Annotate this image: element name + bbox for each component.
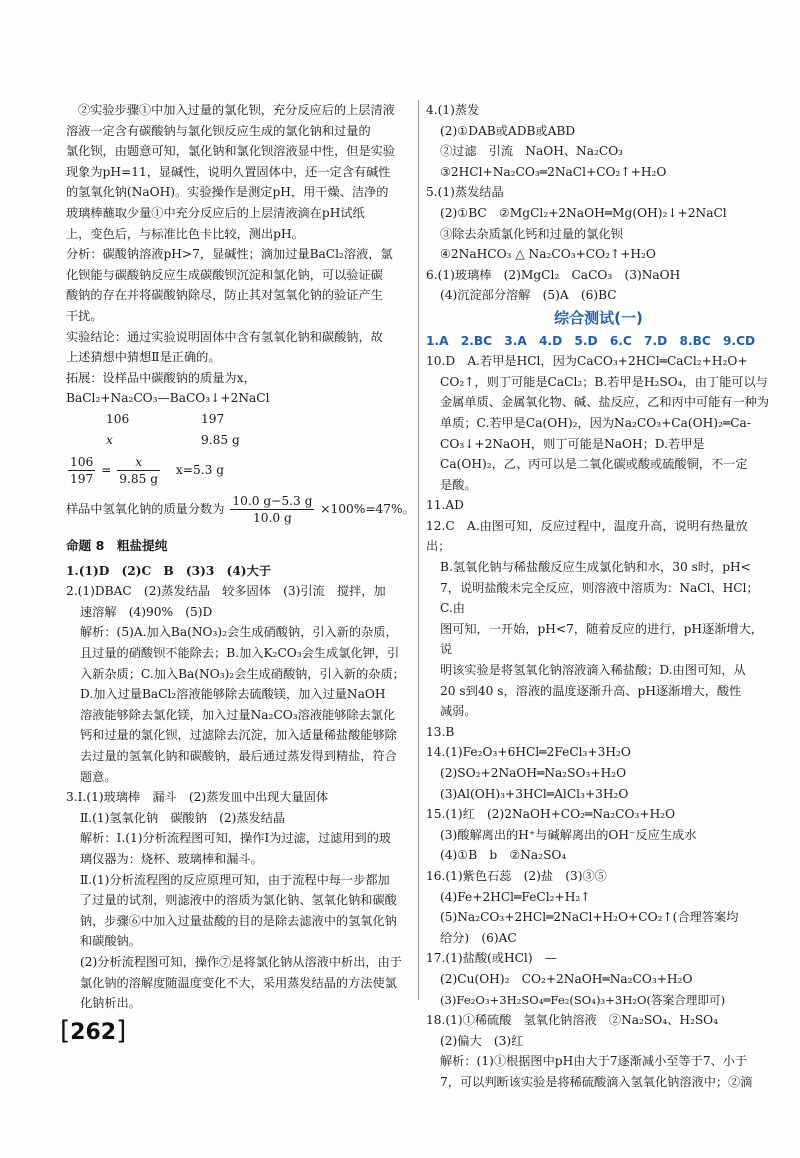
- text-line: D.加入过量BaCl₂溶液能够除去硫酸镁，加入过量NaOH: [80, 687, 386, 702]
- text-line: (4)Fe+2HCl═FeCl₂+H₂↑: [440, 889, 591, 904]
- text-line: 7，可以判断该实验是将稀硫酸滴入氢氧化钠溶液中；②滴: [440, 1074, 753, 1089]
- text-line: 钙和过量的氯化钡，过滤除去沉淀，加入适量稀盐酸能够除: [80, 728, 397, 743]
- numerator: 10.0 g−5.3 g: [232, 494, 313, 509]
- text-line: ③2HCl+Na₂CO₃═2NaCl+CO₂↑+H₂O: [440, 164, 667, 179]
- text-line: (3)酸解离出的H⁺与碱解离出的OH⁻反应生成水: [440, 827, 697, 842]
- text-line: 现象为pH=11，显碱性，说明久置固体中，还一定含有碱性: [66, 164, 391, 179]
- answer-line: 12.C A.由图可知，反应过程中，温度升高，说明有热量放出；: [426, 518, 748, 554]
- text-line: 题意。: [80, 769, 117, 784]
- mass-suffix: ×100%=47%。: [320, 502, 415, 517]
- text-line: (2)①BC ②MgCl₂+2NaOH═Mg(OH)₂↓+2NaCl: [440, 205, 727, 220]
- mass-fraction-line: [66, 493, 416, 526]
- result: x=5.3 g: [175, 463, 225, 478]
- answer-line: 4.(1)蒸发: [426, 103, 480, 117]
- text-line: 化钠析出。: [80, 996, 141, 1011]
- choice-answers: 1.A 2.BC 3.A 4.D 5.D 6.C 7.D 8.BC 9.CD: [426, 333, 756, 348]
- left-block-a: [66, 100, 416, 409]
- right-column: [426, 100, 771, 1093]
- text-line: ②过滤 引流 NaOH、Na₂CO₃: [440, 144, 624, 159]
- answer-line: 1.(1)D (2)C B (3)3 (4)大于: [66, 563, 271, 578]
- text-line: 减弱。: [440, 704, 477, 719]
- text-line: 上述猜想中猜想Ⅱ是正确的。: [66, 350, 221, 365]
- table-cell: x: [106, 432, 113, 447]
- text-line: 给分) (6)AC: [440, 930, 517, 945]
- table-cell: 9.85 g: [201, 432, 240, 447]
- text-line: ④2NaHCO₃ △ Na₂CO₃+CO₂↑+H₂O: [440, 247, 656, 262]
- text-line: 玻璃棒蘸取少量①中充分反应后的上层清液滴在pH试纸: [66, 205, 365, 220]
- numerator: 106: [70, 455, 94, 470]
- text-line: Ⅱ.(1)分析流程图的反应原理可知，由于流程中每一步都加: [80, 872, 390, 887]
- answer-line: 10.D A.若甲是HCl，因为CaCO₃+2HCl═CaCl₂+H₂O+: [426, 354, 748, 369]
- text-line: (3)Al(OH)₃+3HCl═AlCl₃+3H₂O: [440, 786, 629, 801]
- text-line: 明该实验是将氢氧化钠溶液滴入稀盐酸；D.由图可知，从: [440, 663, 746, 678]
- text-line: 酸钠的存在并将碳酸钠除尽，防止其对氢氧化钠的验证产生: [66, 288, 383, 303]
- text-line: 金属单质、金属氧化物、碱、盐反应，乙和丙中可能有一种为: [440, 395, 770, 410]
- text-line: 氯化钡，由题意可知，氯化钠和氯化钡溶液显中性，但是实验: [66, 144, 396, 159]
- answer-line: 2.(1)DBAC (2)蒸发结晶 较多固体 (3)引流 搅拌，加: [66, 584, 386, 599]
- text-line: 钠，步骤⑥中加入过量盐酸的目的是除去滤液中的氢氧化钠: [80, 913, 397, 928]
- column-divider: [418, 100, 419, 1000]
- answer-line: 6.(1)玻璃棒 (2)MgCl₂ CaCO₃ (3)NaOH: [426, 267, 681, 282]
- text-line: 溶液能够除去氯化镁，加入过量Na₂CO₃溶液能够除去氯化: [80, 707, 396, 722]
- right-block-b: [426, 351, 771, 1092]
- text-line: Ⅱ.(1)氢氧化钠 碳酸钠 (2)蒸发结晶: [80, 810, 286, 825]
- text-line: ②实验步骤①中加入过量的氯化钡，充分反应后的上层清液: [78, 103, 395, 117]
- text-line: (5)Na₂CO₃+2HCl═2NaCl+H₂O+CO₂↑(合理答案均: [440, 910, 739, 925]
- text-line: 拓展：设样品中碳酸钠的质量为x，: [66, 370, 256, 385]
- text-line: (3)Fe₂O₃+3H₂SO₄═Fe₂(SO₄)₃+3H₂O(答案合理即可): [440, 992, 726, 1007]
- text-line: 了过量的试剂，则滤液中的溶质为氯化钠、氢氧化钠和碳酸: [80, 893, 397, 908]
- text-line: 干扰。: [66, 308, 103, 323]
- answer-line: 14.(1)Fe₂O₃+6HCl═2FeCl₃+3H₂O: [426, 745, 631, 760]
- numerator: x: [117, 454, 160, 471]
- fraction: [230, 493, 314, 526]
- text-line: (2)分析流程图可知，操作⑦是将氯化钠从溶液中析出，由于: [80, 954, 402, 969]
- denominator: 9.85 g: [119, 472, 159, 487]
- table-cell: 197: [201, 411, 225, 426]
- mass-table-row: [66, 409, 416, 430]
- page-number-text: 262: [70, 1020, 117, 1045]
- text-line: 的氢氧化钠(NaOH)。实验操作是测定pH，用干燥、洁净的: [66, 185, 389, 200]
- answer-line: 11.AD: [426, 498, 464, 513]
- text-line: 上，变色后，与标准比色卡比较，测出pH。: [66, 226, 304, 241]
- answer-line: 13.B: [426, 724, 455, 739]
- text-line: 解析：(5)A.加入Ba(NO₃)₂会生成硝酸钠，引入新的杂质，: [80, 625, 398, 640]
- text-line: 且过量的硝酸钡不能除去；B.加入K₂CO₃会生成氯化钾，引: [80, 646, 400, 661]
- denominator: 197: [70, 472, 94, 487]
- table-cell: 106: [106, 411, 130, 426]
- text-line: (2)偏大 (3)红: [440, 1033, 524, 1048]
- answer-line: 18.(1)①稀硫酸 氢氧化钠溶液 ②Na₂SO₄、H₂SO₄: [426, 1013, 719, 1028]
- test-title: 综合测试(一): [554, 308, 643, 327]
- page-number-bracket-icon: ]: [116, 1016, 127, 1046]
- text-line: (2)①DAB或ADB或ABD: [440, 123, 576, 138]
- text-line: BaCl₂+Na₂CO₃—BaCO₃↓+2NaCl: [66, 391, 270, 406]
- text-line: 实验结论：通过实验说明固体中含有氢氧化钠和碳酸钠，故: [66, 329, 383, 344]
- answer-line: 15.(1)红 (2)2NaOH+CO₂═Na₂CO₃+H₂O: [426, 807, 676, 822]
- text-line: 分析：碳酸钠溶液pH>7，显碱性；滴加过量BaCl₂溶液，氯: [66, 247, 393, 262]
- text-line: B.氢氧化钠与稀盐酸反应生成氯化钠和水，30 s时，pH<: [440, 560, 751, 575]
- text-line: 溶液一定含有碳酸钠与氯化钡反应生成的氯化钠和过量的: [66, 123, 371, 138]
- text-line: ③除去杂质氯化钙和过量的氯化钡: [440, 226, 623, 241]
- answer-line: 17.(1)盐酸(或HCl) —: [426, 951, 557, 966]
- answer-line: 5.(1)蒸发结晶: [426, 185, 504, 200]
- text-line: (2)Cu(OH)₂ CO₂+2NaOH═Na₂CO₃+H₂O: [440, 971, 693, 986]
- text-line: 去过量的氢氧化钠和碳酸钠，最后通过蒸发得到精盐，符合: [80, 749, 397, 764]
- text-line: 图可知，一开始，pH<7，随着反应的进行，pH逐渐增大，说: [440, 621, 763, 657]
- text-line: (4)沉淀部分溶解 (5)A (6)BC: [440, 288, 617, 303]
- fraction: [68, 454, 95, 487]
- mass-prefix: 样品中氢氧化钠的质量分数为: [66, 502, 225, 517]
- mass-table-row: [66, 430, 416, 451]
- fraction: [117, 454, 160, 487]
- text-line: 氯化钠的溶解度随温度变化不大，采用蒸发结晶的方法使氯: [80, 975, 397, 990]
- right-block-a: [426, 100, 771, 306]
- text-line: 是酸。: [440, 477, 477, 492]
- text-line: Ca(OH)₂，乙、丙可以是二氧化碳或酸或硫酸铜，不一定: [440, 457, 748, 472]
- answer-line: 16.(1)紫色石蕊 (2)盐 (3)③⑤: [426, 868, 607, 883]
- answer-line: 3.Ⅰ.(1)玻璃棒 漏斗 (2)蒸发皿中出现大量固体: [66, 790, 329, 805]
- left-column: [66, 100, 416, 1014]
- text-line: 20 s到40 s，溶液的温度逐渐升高、pH逐渐增大，酸性: [440, 683, 742, 698]
- text-line: (2)SO₂+2NaOH═Na₂SO₃+H₂O: [440, 766, 627, 780]
- text-line: 速溶解 (4)90% (5)D: [80, 604, 213, 619]
- section-title: 命题 8 粗盐提纯: [66, 538, 168, 554]
- equals-sign: =: [101, 463, 112, 478]
- text-line: 入新杂质；C.加入Ba(NO₃)₂会生成硝酸钠，引入新的杂质；: [80, 666, 405, 681]
- text-line: (4)①B b ②Na₂SO₄: [440, 848, 567, 863]
- text-line: CO₃↓+2NaOH，则丁可能是NaOH；D.若甲是: [440, 436, 705, 451]
- left-block-b: [66, 561, 416, 1014]
- proportion-equation: [66, 454, 416, 487]
- text-line: 璃仪器为：烧杯、玻璃棒和漏斗。: [80, 852, 263, 866]
- text-line: 解析：Ⅰ.(1)分析流程图可知，操作Ⅰ为过滤，过滤用到的玻: [80, 831, 392, 846]
- text-line: 和碳酸钠。: [80, 934, 141, 949]
- page-number-bracket-icon: [: [60, 1016, 71, 1046]
- text-line: CO₂↑，则丁可能是CaCl₂；B.若甲是H₂SO₄，由丁能可以与: [440, 374, 768, 389]
- text-line: 化钡能与碳酸钠反应生成碳酸钡沉淀和氯化钠，可以验证碳: [66, 267, 383, 282]
- text-line: 单质；C.若甲是Ca(OH)₂，因为Na₂CO₃+Ca(OH)₂═Ca-: [440, 415, 751, 430]
- denominator: 10.0 g: [252, 511, 292, 526]
- text-line: 解析：(1)①根据图中pH由大于7逐渐减小至等于7、小于: [440, 1054, 748, 1069]
- page-number: [60, 1016, 126, 1046]
- text-line: 7，说明盐酸未完全反应，则溶液中溶质为：NaCl、HCl；C.由: [440, 580, 759, 616]
